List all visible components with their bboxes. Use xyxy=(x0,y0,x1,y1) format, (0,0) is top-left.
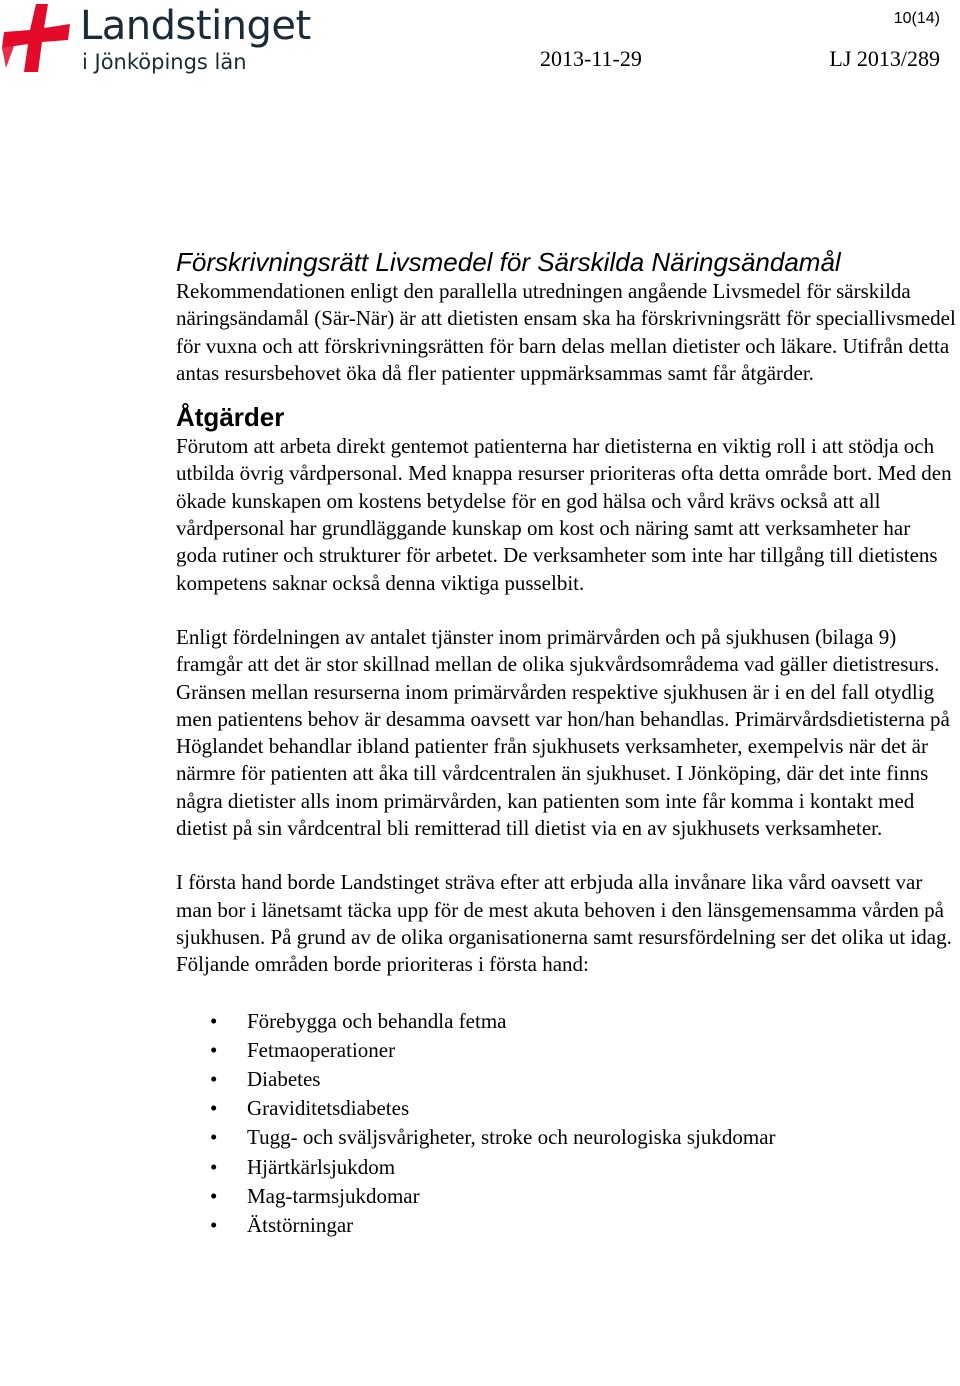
document-date: 2013-11-29 xyxy=(540,46,642,71)
page-number: 10(14) xyxy=(893,10,940,27)
paragraph-3: I första hand borde Landstinget sträva efter att erbjuda alla invånare lika vård oavsett var man bor i länetsamt täcka upp för de mest akuta behoven i den länsgemensamma vården på sjukhusen. På grund av de olika organisationerna samt resursfördelning ser det olika ut idag. Följande områden borde prioriteras i första hand: xyxy=(176,870,952,977)
paragraph-2: Enligt fördelningen av antalet tjänster inom primärvården och på sjukhusen (bilaga 9) framgår att det är stor skillnad mellan de olika sjukvårdsområdema vad gäller dietistresurs. Gränsen mellan resurserna inom primärvården respektive sjukhusen är i en del fall otydlig men patientens behov är desamma oavsett var hon/han behandlas. Primärvårdsdietisterna på Höglandet behandlar ibland patienter från sjukhusets verksamheter, exempelvis när det är närmre för patienten att åka till vårdcentralen än sjukhuset. I Jönköping, där det inte finns några dietister alls inom primärvården, kan patienten som inte får komma i kontakt med dietist på sin vårdcentral bli remitterad till dietist via en av sjukhusets verksamheter. xyxy=(176,624,950,841)
intro-paragraph: Rekommendationen enligt den parallella utredningen angående Livsmedel för särskilda näringsändamål (Sär-När) är att dietisten ensam ska ha förskrivningsrätt för speciallivsmedel för vuxna och att förskrivningsrätten för barn delas mellan dietister och läkare. Utifrån detta antas resursbehovet öka då fler patienter uppmärksammas samt får åtgärder. xyxy=(176,279,956,385)
list-item: • Förebygga och behandla fetma xyxy=(176,1007,956,1036)
list-item: • Ätstörningar xyxy=(176,1211,956,1240)
logo-title: Landstinget xyxy=(80,3,311,49)
paragraph-1: Förutom att arbeta direkt gentemot patienterna har dietisterna en viktig roll i att stödja och utbilda övrig vårdpersonal. Med knappa resurser prioriteras ofta detta område bort. Med den ökade kunskapen om kostens betydelse för en god hälsa och vård krävs också att all vårdpersonal har grundläggande kunskap om kost och näring samt att verksamheter har goda rutiner och strukturer för arbetet. De verksamheter som inte har tillgång till dietistens kompetens saknar också denna viktiga pusselbit. xyxy=(176,434,952,595)
document-body xyxy=(176,246,956,1240)
list-item: • Graviditetsdiabetes xyxy=(176,1094,956,1123)
list-item: • Fetmaoperationer xyxy=(176,1036,956,1065)
logo-subtitle: i Jönköpings län xyxy=(82,50,247,74)
section-heading: Åtgärder xyxy=(176,402,285,433)
list-item: • Hjärtkärlsjukdom xyxy=(176,1153,956,1182)
list-item: • Diabetes xyxy=(176,1065,956,1094)
document-reference: LJ 2013/289 xyxy=(829,46,940,71)
list-item: • Tugg- och sväljsvårigheter, stroke och neurologiska sjukdomar xyxy=(176,1123,956,1152)
priority-list xyxy=(176,1007,956,1241)
landstinget-cross-icon xyxy=(0,2,74,74)
page-title: Förskrivningsrätt Livsmedel för Särskilda Näringsändamål xyxy=(176,247,841,277)
list-item: • Mag-tarmsjukdomar xyxy=(176,1182,956,1211)
landstinget-logo xyxy=(0,0,320,80)
